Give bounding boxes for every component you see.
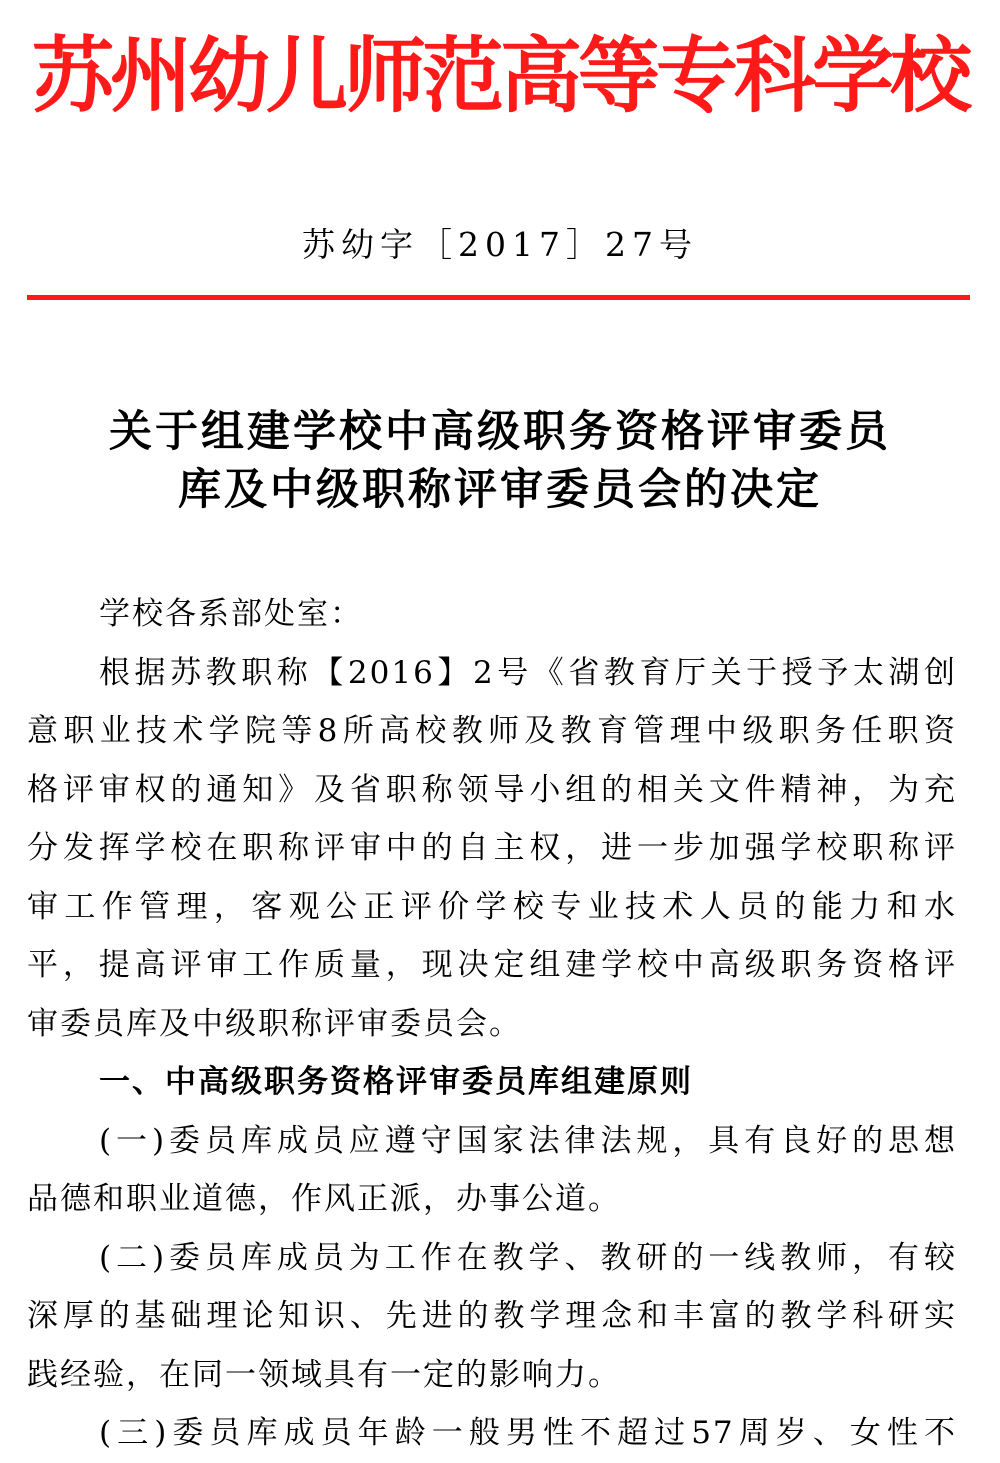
paragraph-1-line: 格评审权的通知》及省职称领导小组的相关文件精神，为充 [27,771,957,808]
document-body [27,585,957,1463]
title-line-2: 库及中级职称评审委员会的决定 [178,465,822,515]
item-2-line: 践经验，在同一领域具有一定的影响力。 [27,1356,621,1393]
document-number: 苏幼字［2017］27号 [302,225,698,264]
paragraph-1-line: 意职业技术学院等8所高校教师及教育管理中级职务任职资 [27,713,957,749]
item-2-line: 深厚的基础理论知识、先进的教学理念和丰富的教学科研实 [27,1298,957,1334]
item-2-line: (二)委员库成员为工作在教学、教研的一线教师，有较 [99,1239,957,1276]
paragraph-1-line: 根据苏教职称【2016】2号《省教育厅关于授予太湖创 [99,654,957,691]
salutation: 学校各系部处室： [99,596,363,632]
document-title [0,403,1000,519]
item-3-line: (三)委员库成员年龄一般男性不超过57周岁、女性不 [99,1415,957,1451]
title-line-1: 关于组建学校中高级职务资格评审委员 [109,407,891,457]
paragraph-1-line: 审委员库及中级职称评审委员会。 [27,1005,522,1042]
paragraph-1-line: 平，提高评审工作质量，现决定组建学校中高级职务资格评 [27,947,957,983]
red-divider-rule [27,295,970,300]
section-1-heading: 一、中高级职务资格评审委员库组建原则 [99,1064,693,1100]
paragraph-1-line: 审工作管理，客观公正评价学校专业技术人员的能力和水 [27,888,957,925]
item-1-line: (一)委员库成员应遵守国家法律法规，具有良好的思想 [99,1122,957,1159]
institution-masthead: 苏州幼儿师范高等专科学校 [31,29,968,124]
paragraph-1-line: 分发挥学校在职称评审中的自主权，进一步加强学校职称评 [27,830,957,866]
item-1-line: 品德和职业道德，作风正派，办事公道。 [27,1181,621,1217]
